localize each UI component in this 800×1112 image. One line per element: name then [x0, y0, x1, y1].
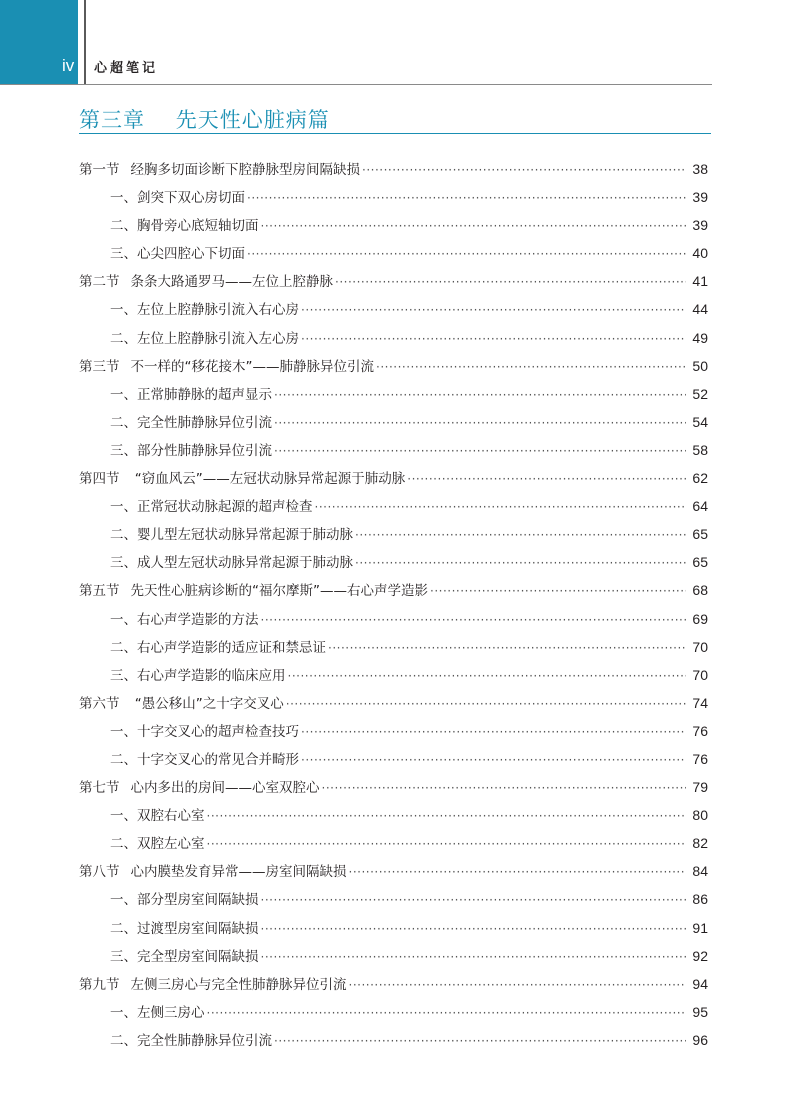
toc-subentry[interactable] — [79, 998, 708, 1026]
toc-subentry[interactable] — [79, 239, 708, 267]
toc-entry-title: 二、双腔左心室 — [110, 836, 205, 853]
toc-entry-title: 一、左侧三房心 — [110, 1004, 205, 1021]
toc-subentry[interactable] — [79, 324, 708, 352]
toc-page-number: 80 — [692, 807, 708, 824]
toc-subentry[interactable] — [79, 380, 708, 408]
book-title: 心超笔记 — [94, 61, 159, 76]
toc-entry-title: 二、完全性肺静脉异位引流 — [110, 414, 272, 431]
toc-leader-dots — [207, 802, 687, 830]
toc-page-number: 39 — [692, 217, 708, 234]
toc-page-number: 84 — [692, 863, 708, 880]
header-rule — [0, 84, 712, 85]
toc-leader-dots — [247, 184, 686, 212]
toc-section-number: 第一节 — [79, 162, 120, 178]
toc-section-entry[interactable] — [79, 576, 708, 604]
toc-subentry[interactable] — [79, 183, 708, 211]
toc-leader-dots — [349, 858, 687, 886]
toc-subentry[interactable] — [79, 408, 708, 436]
toc-page-number: 40 — [692, 245, 708, 262]
toc-leader-dots — [261, 886, 687, 914]
toc-leader-dots — [261, 606, 687, 634]
toc-page-number: 70 — [692, 666, 708, 683]
toc-entry-title: 不一样的“移花接木”——肺静脉异位引流 — [130, 358, 374, 375]
toc-entry-title: 三、成人型左冠状动脉异常起源于肺动脉 — [110, 555, 353, 572]
toc-subentry[interactable] — [79, 717, 708, 745]
toc-page-number: 91 — [692, 919, 708, 936]
toc-leader-dots — [207, 999, 687, 1027]
toc-entry-title: 一、十字交叉心的超声检查技巧 — [110, 723, 299, 740]
header-color-tab — [0, 0, 78, 84]
toc-leader-dots — [362, 156, 686, 184]
toc-subentry[interactable] — [79, 605, 708, 633]
toc-entry-title: 一、正常冠状动脉起源的超声检查 — [110, 499, 313, 516]
toc-leader-dots — [315, 493, 687, 521]
toc-section-number: 第九节 — [79, 976, 120, 993]
toc-page-number: 96 — [692, 1031, 708, 1048]
chapter-title: 第三章 先天性心脏病篇 — [79, 108, 330, 132]
toc-entry-title: 三、右心声学造影的临床应用 — [110, 667, 286, 684]
toc-page-number: 65 — [692, 526, 708, 543]
toc-page-number: 69 — [692, 610, 708, 627]
toc-subentry[interactable] — [79, 548, 708, 576]
toc-section-number: 第五节 — [79, 583, 120, 600]
toc-section-number: 第八节 — [79, 864, 120, 881]
toc-subentry[interactable] — [79, 436, 708, 464]
toc-leader-dots — [301, 746, 686, 774]
toc-page-number: 79 — [692, 779, 708, 796]
chapter-rule — [79, 133, 711, 134]
toc-subentry[interactable] — [79, 211, 708, 239]
toc-section-entry[interactable] — [79, 857, 708, 885]
toc-page-number: 39 — [692, 189, 708, 206]
toc-entry-title: 二、婴儿型左冠状动脉异常起源于肺动脉 — [110, 527, 353, 544]
toc-entry-title: 二、过渡型房室间隔缺损 — [110, 920, 259, 937]
toc-leader-dots — [355, 521, 686, 549]
toc-page-number: 62 — [692, 470, 708, 487]
toc-subentry[interactable] — [79, 942, 708, 970]
toc-leader-dots — [261, 943, 687, 971]
toc-subentry[interactable] — [79, 885, 708, 913]
toc-page-number: 38 — [692, 161, 708, 177]
toc-subentry[interactable] — [79, 1026, 708, 1054]
toc-leader-dots — [355, 549, 686, 577]
toc-leader-dots — [376, 353, 686, 381]
toc-page-number: 86 — [692, 891, 708, 908]
toc-entry-title: 左侧三房心与完全性肺静脉异位引流 — [130, 976, 347, 993]
toc-leader-dots — [301, 296, 686, 324]
toc-section-number: 第二节 — [79, 274, 120, 291]
toc-section-entry[interactable] — [79, 773, 708, 801]
toc-leader-dots — [328, 634, 686, 662]
toc-entry-title: “窃血风云”——左冠状动脉异常起源于肺动脉 — [130, 471, 406, 488]
toc-leader-dots — [274, 381, 686, 409]
toc-entry-title: 三、完全型房室间隔缺损 — [110, 948, 259, 965]
toc-leader-dots — [407, 465, 686, 493]
toc-page-number: 54 — [692, 413, 708, 430]
toc-leader-dots — [286, 690, 687, 718]
toc-page-number: 68 — [692, 582, 708, 599]
table-of-contents — [79, 155, 708, 1054]
toc-entry-title: 三、部分性肺静脉异位引流 — [110, 442, 272, 459]
toc-subentry[interactable] — [79, 914, 708, 942]
toc-page-number: 49 — [692, 329, 708, 346]
toc-section-number: 第四节 — [79, 471, 120, 488]
toc-leader-dots — [207, 830, 687, 858]
toc-section-entry[interactable] — [79, 267, 708, 295]
toc-leader-dots — [247, 240, 686, 268]
toc-page-number: 74 — [692, 694, 708, 711]
toc-page-number: 95 — [692, 1003, 708, 1020]
toc-page-number: 70 — [692, 638, 708, 655]
toc-page-number: 64 — [692, 498, 708, 515]
toc-entry-title: 一、右心声学造影的方法 — [110, 611, 259, 628]
toc-leader-dots — [274, 409, 686, 437]
toc-entry-title: 心内多出的房间——心室双腔心 — [130, 780, 320, 797]
toc-leader-dots — [430, 577, 686, 605]
toc-entry-title: 二、右心声学造影的适应证和禁忌证 — [110, 639, 326, 656]
toc-page-number: 65 — [692, 554, 708, 571]
toc-section-entry[interactable] — [79, 689, 708, 717]
toc-page-number: 92 — [692, 947, 708, 964]
toc-page-number: 41 — [692, 273, 708, 290]
toc-subentry[interactable] — [79, 829, 708, 857]
toc-leader-dots — [322, 774, 687, 802]
toc-subentry[interactable] — [79, 520, 708, 548]
toc-section-number: 第七节 — [79, 780, 120, 797]
toc-subentry[interactable] — [79, 633, 708, 661]
toc-leader-dots — [301, 325, 686, 353]
toc-page-number: 94 — [692, 975, 708, 992]
toc-entry-title: 一、双腔右心室 — [110, 808, 205, 825]
toc-section-entry[interactable] — [79, 970, 708, 998]
toc-entry-title: 条条大路通罗马——左位上腔静脉 — [130, 274, 333, 291]
page-number: iv — [62, 56, 75, 75]
toc-entry-title: 二、左位上腔静脉引流入左心房 — [110, 330, 299, 347]
toc-entry-title: 二、十字交叉心的常见合并畸形 — [110, 751, 299, 768]
toc-page-number: 58 — [692, 441, 708, 458]
header-divider — [84, 0, 86, 84]
toc-entry-title: 心内膜垫发育异常——房室间隔缺损 — [130, 864, 347, 881]
toc-page-number: 52 — [692, 385, 708, 402]
toc-page-number: 50 — [692, 357, 708, 374]
toc-subentry[interactable] — [79, 745, 708, 773]
toc-leader-dots — [274, 1027, 686, 1055]
toc-subentry[interactable] — [79, 801, 708, 829]
toc-section-number: 第六节 — [79, 695, 120, 712]
toc-section-entry[interactable] — [79, 352, 708, 380]
toc-subentry[interactable] — [79, 661, 708, 689]
toc-leader-dots — [349, 971, 687, 999]
toc-entry-title: 一、部分型房室间隔缺损 — [110, 892, 259, 909]
toc-section-number: 第三节 — [79, 358, 120, 375]
toc-entry-title: 二、胸骨旁心底短轴切面 — [110, 218, 259, 235]
toc-entry-title: 一、正常肺静脉的超声显示 — [110, 386, 272, 403]
toc-leader-dots — [274, 437, 686, 465]
toc-leader-dots — [288, 662, 687, 690]
toc-page-number: 44 — [692, 301, 708, 318]
toc-leader-dots — [301, 718, 686, 746]
toc-leader-dots — [261, 915, 687, 943]
toc-page-number: 76 — [692, 722, 708, 739]
toc-section-entry[interactable] — [79, 464, 708, 492]
toc-entry-title: 一、剑突下双心房切面 — [110, 190, 245, 207]
toc-entry-title: 经胸多切面诊断下腔静脉型房间隔缺损 — [130, 162, 360, 178]
toc-page-number: 82 — [692, 835, 708, 852]
toc-entry-title: 三、心尖四腔心下切面 — [110, 246, 245, 263]
toc-leader-dots — [261, 212, 687, 240]
toc-subentry[interactable] — [79, 295, 708, 323]
toc-entry-title: 先天性心脏病诊断的“福尔摩斯”——右心声学造影 — [130, 583, 428, 600]
toc-page-number: 76 — [692, 750, 708, 767]
toc-entry-title: “愚公移山”之十字交叉心 — [130, 695, 284, 712]
toc-section-entry[interactable] — [79, 155, 708, 183]
toc-entry-title: 二、完全性肺静脉异位引流 — [110, 1032, 272, 1049]
toc-entry-title: 一、左位上腔静脉引流入右心房 — [110, 302, 299, 319]
toc-leader-dots — [335, 268, 686, 296]
toc-subentry[interactable] — [79, 492, 708, 520]
